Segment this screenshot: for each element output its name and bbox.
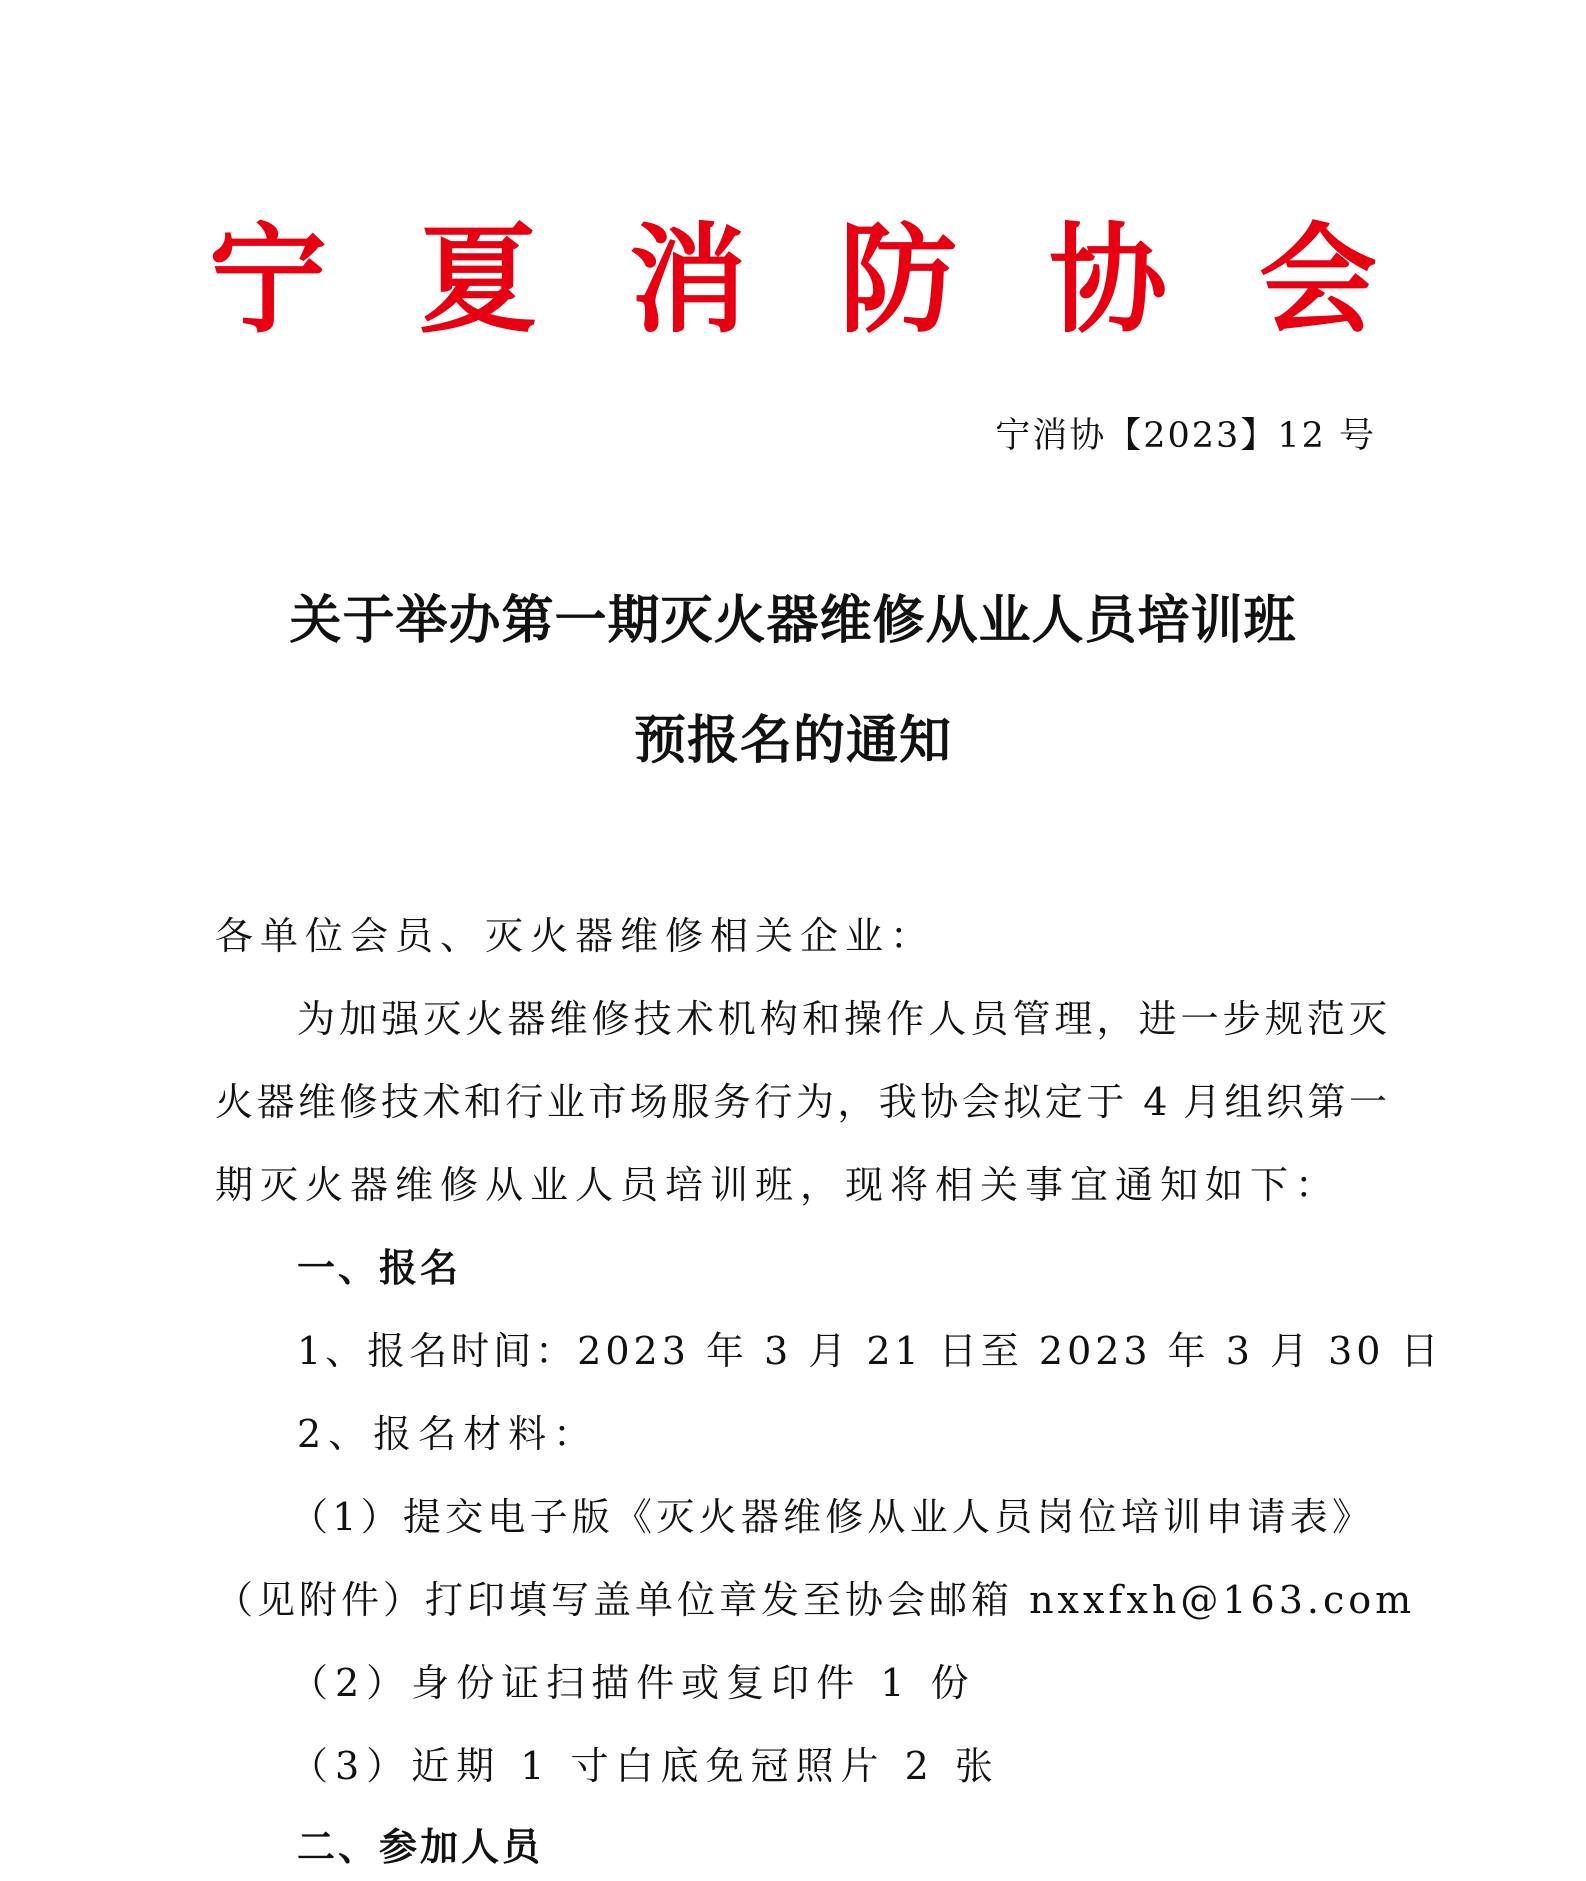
material-item-1-line-1: （1）提交电子版《灭火器维修从业人员岗位培训申请表》 <box>290 1495 1370 1539</box>
registration-time: 1、报名时间：2023 年 3 月 21 日至 2023 年 3 月 30 日 <box>297 1329 1443 1373</box>
material-item-1-line-2: （见附件）打印填写盖单位章发至协会邮箱 nxxfxh@163.com <box>215 1578 1416 1622</box>
document-title-line-2: 预报名的通知 <box>633 711 952 771</box>
section-heading-participants: 二、参加人员 <box>297 1825 544 1869</box>
document-number: 宁消协【2023】12 号 <box>995 416 1376 456</box>
material-item-3: （3）近期 1 寸白底免冠照片 2 张 <box>290 1744 1000 1788</box>
intro-paragraph-line-3: 期灭火器维修从业人员培训班，现将相关事宜通知如下： <box>215 1163 1341 1207</box>
section-heading-registration: 一、报名 <box>297 1246 462 1290</box>
document-title-line-1: 关于举办第一期灭火器维修从业人员培训班 <box>289 591 1297 651</box>
registration-materials: 2、报名材料： <box>297 1412 599 1456</box>
intro-paragraph-line-2: 火器维修技术和行业市场服务行为，我协会拟定于 4 月组织第一 <box>215 1080 1387 1124</box>
intro-paragraph-line-1: 为加强灭火器维修技术机构和操作人员管理，进一步规范灭 <box>297 997 1387 1041</box>
organization-letterhead: 宁夏消防协会 <box>208 210 1469 349</box>
material-item-2: （2）身份证扫描件或复印件 1 份 <box>290 1661 976 1705</box>
salutation: 各单位会员、灭火器维修相关企业： <box>215 914 936 958</box>
